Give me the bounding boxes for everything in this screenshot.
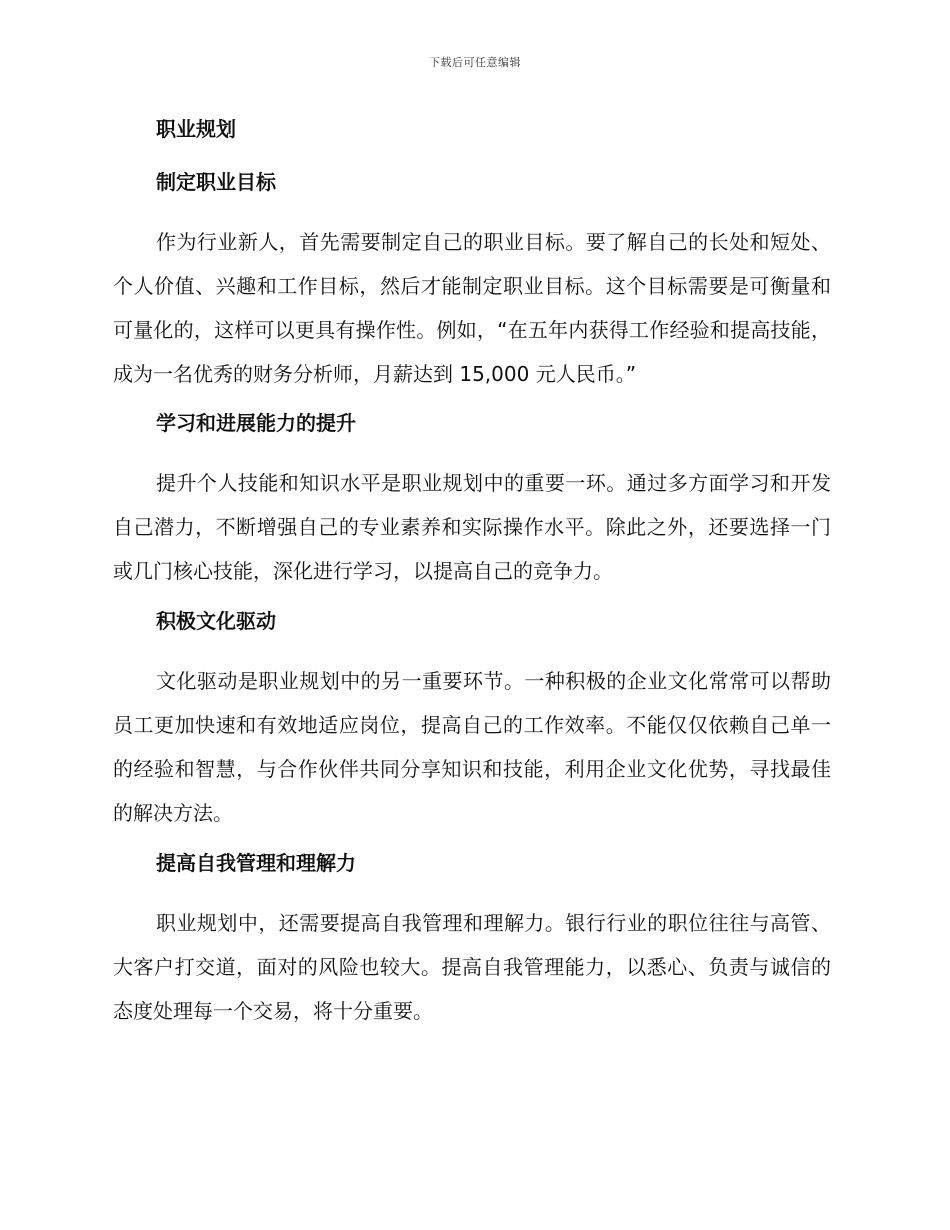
- section-body-self-management: 职业规划中，还需要提高自我管理和理解力。银行行业的职位往往与高管、大客户打交道，面对的风险也较大。提高自我管理能力，以悉心、负责与诚信的态度处理每一个交易，将十分重要。: [113, 911, 831, 1023]
- section-heading-self-management: 提高自我管理和理解力: [156, 851, 356, 875]
- section-body-skill-improvement: 提升个人技能和知识水平是职业规划中的重要一环。通过多方面学习和开发自己潜力，不断增强自己的专业素养和实际操作水平。除此之外，还要选择一门或几门核心技能，深化进行学习，以提高自己的竞争力。: [113, 471, 831, 583]
- document-content: [113, 114, 831, 1033]
- document-title: 职业规划: [156, 117, 236, 141]
- header-note: 下载后可任意编辑: [429, 56, 521, 69]
- section-heading-skill-improvement: 学习和进展能力的提升: [156, 411, 356, 435]
- section-body-culture-drive: 文化驱动是职业规划中的另一重要环节。一种积极的企业文化常常可以帮助员工更加快速和有效地适应岗位，提高自己的工作效率。不能仅仅依赖自己单一的经验和智慧，与合作伙伴共同分享知识和技能，利用企业文化优势，寻找最佳的解决方法。: [113, 669, 831, 825]
- section-heading-culture-drive: 积极文化驱动: [156, 609, 276, 633]
- section-body-career-goal: 作为行业新人，首先需要制定自己的职业目标。要了解自己的长处和短处、个人价值、兴趣和工作目标，然后才能制定职业目标。这个目标需要是可衡量和可量化的，这样可以更具有操作性。例如，“在五年内获得工作经验和提高技能，成为一名优秀的财务分析师，月薪达到 15,000 元人民币。”: [113, 230, 831, 386]
- section-heading-career-goal: 制定职业目标: [156, 170, 276, 194]
